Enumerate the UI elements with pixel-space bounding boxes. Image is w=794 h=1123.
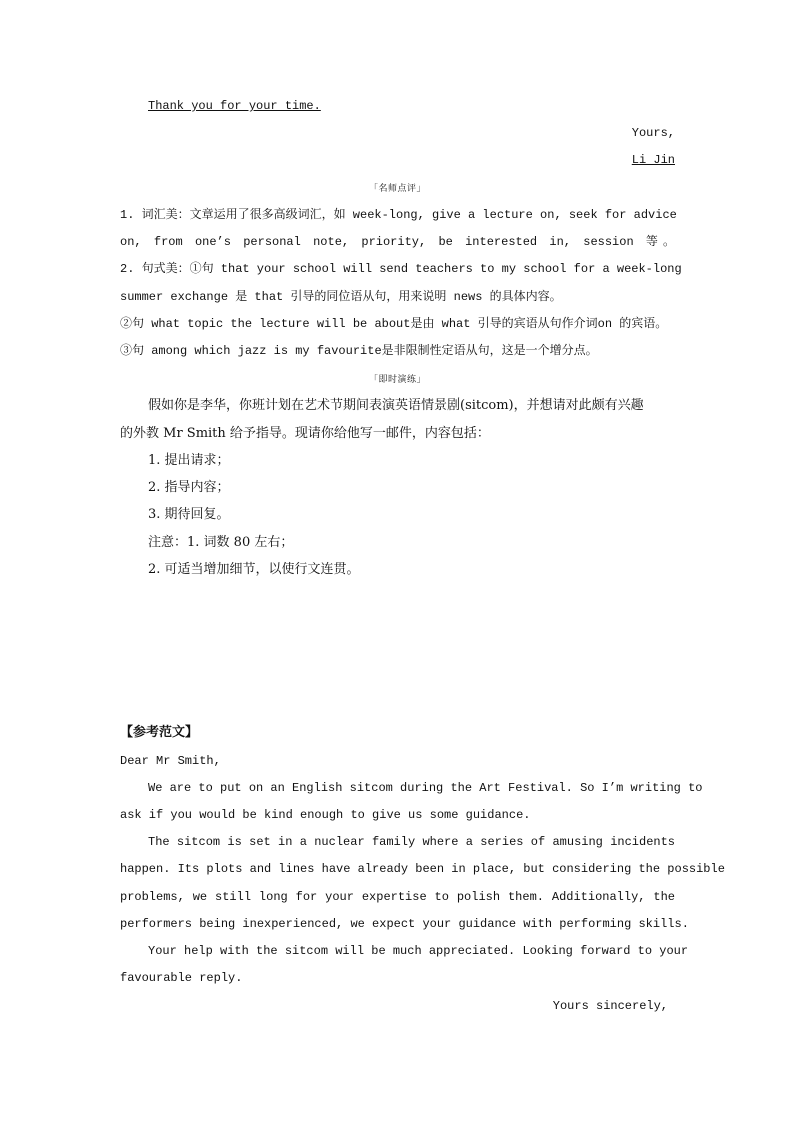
letter-thanks: Thank you for your time. [148,99,321,113]
reference-p2-line-4: performers being inexperienced, we expect your guidance with performing skills. [120,917,689,931]
practice-note-1: 注意：1. 词数 80 左右； [148,535,294,550]
reference-closing: Yours sincerely, [552,999,668,1013]
comment-line-5: ②句 what topic the lecture will be about是由 what 引导的宾语从句作介词on 的宾语。 [120,317,668,331]
comment-line-3: 2. 句式美：①句 that your school will send teachers to my school for a week-long [120,262,682,276]
reference-p1-line-2: ask if you would be kind enough to give us some guidance. [120,808,531,822]
comment-line-1: 1. 词汇美：文章运用了很多高级词汇，如 week-long, give a lecture on, seek for advice [120,208,677,222]
comment-line-6: ③句 among which jazz is my favourite是非限制性定语从句，这是一个增分点。 [120,344,598,358]
practice-note-2: 2. 可适当增加细节，以使行文连贯。 [148,562,360,577]
comment-line-4: summer exchange 是 that 引导的同位语从句，用来说明 news 的具体内容。 [120,290,562,304]
reference-title: 【参考范文】 [120,725,199,740]
letter-signature: Li Jin [631,153,675,167]
practice-line-1: 假如你是李华，你班计划在艺术节期间表演英语情景剧(sitcom)，并想请对此颇有兴趣 [148,398,644,413]
reference-p2-line-1: The sitcom is set in a nuclear family where a series of amusing incidents [148,835,675,849]
practice-item-1: 1. 提出请求； [148,453,230,468]
reference-p3-line-2: favourable reply. [120,971,243,985]
practice-item-2: 2. 指导内容； [148,480,230,495]
reference-p1-line-1: We are to put on an English sitcom during the Art Festival. So I’m writing to [148,781,703,795]
reference-p3-line-1: Your help with the sitcom will be much appreciated. Looking forward to your [148,944,689,958]
comment-line-2: on, from one’s personal note, priority, be interested in, session 等。 [120,235,675,249]
practice-heading: 「即时演练」 [368,375,426,385]
reference-p2-line-2: happen. Its plots and lines have already been in place, but considering the possible [120,862,725,876]
practice-line-2: 的外教 Mr Smith 给予指导。现请你给他写一邮件，内容包括： [120,426,490,441]
letter-closing: Yours, [631,126,675,140]
practice-item-3: 3. 期待回复。 [148,507,230,522]
reference-salutation: Dear Mr Smith, [120,754,221,768]
comment-heading: 「名师点评」 [368,184,426,194]
reference-p2-line-3: problems, we still long for your expertise to polish them. Additionally, the [120,890,675,904]
